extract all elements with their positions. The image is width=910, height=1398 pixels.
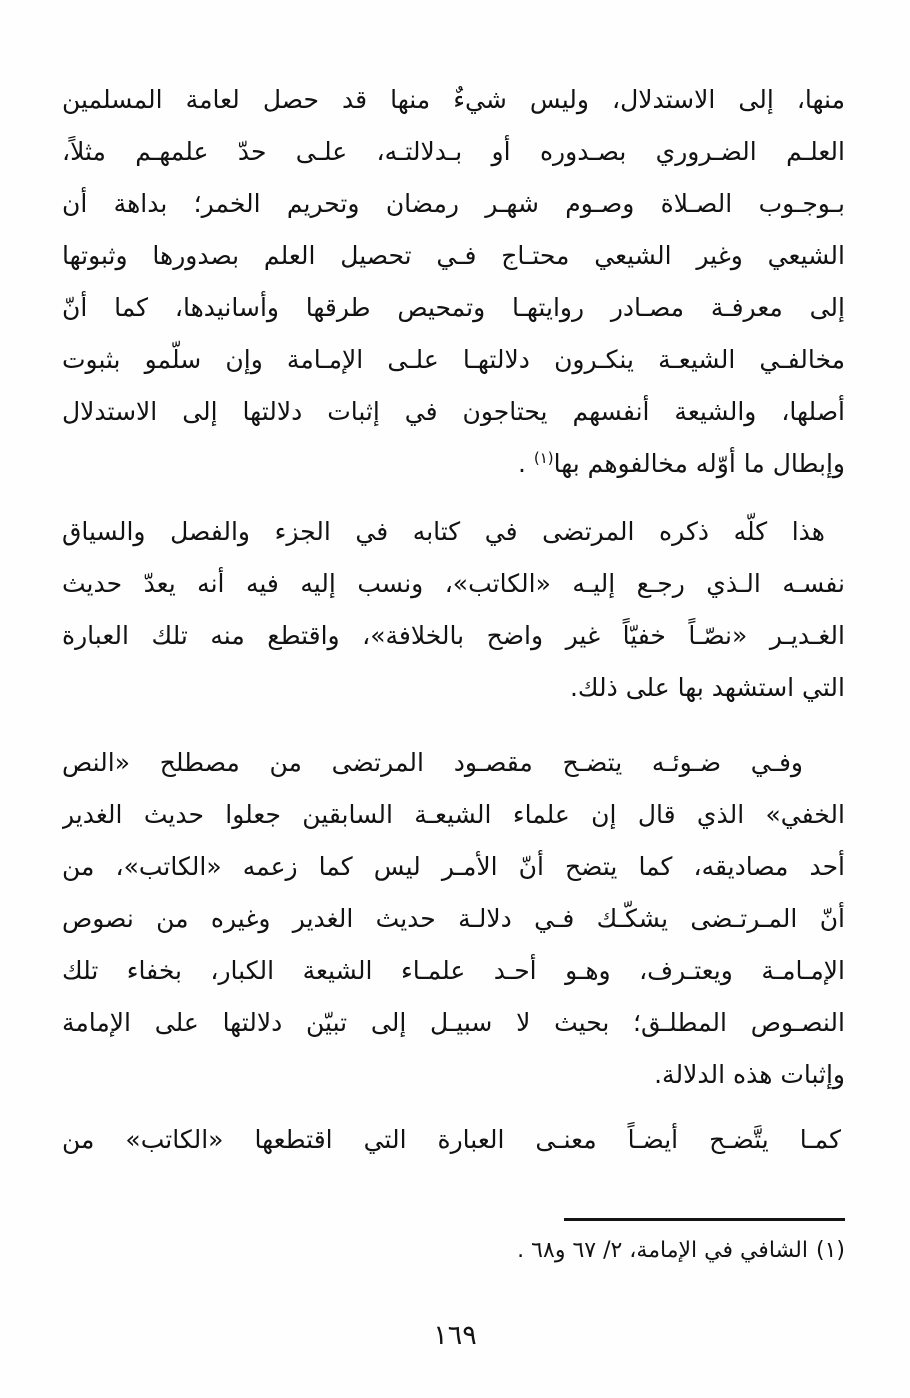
- paragraph-2: [62, 506, 845, 714]
- text-segment: وإبطال ما أوّله مخالفوهم بها: [553, 449, 845, 478]
- paragraph-1: [62, 74, 845, 490]
- text-segment: .: [517, 449, 534, 478]
- text-line: إلى معرفـة مصـادر روايتهـا وتمحيص طرقها وأسانيدها، كما أنّ: [62, 293, 845, 322]
- text-line: وإثبات هذه الدلالة.: [654, 1060, 845, 1089]
- footnote-separator: [564, 1218, 845, 1221]
- text-line: النصـوص المطلـق؛ بحيث لا سبيـل إلى تبيّن دلالتها على الإمامة: [62, 1008, 845, 1037]
- text-line: التي استشهد بها على ذلك.: [569, 673, 845, 702]
- text-line: الخفي» الذي قال إن علماء الشيعـة السابقين جعلوا حديث الغدير: [62, 800, 845, 829]
- footnote: [62, 1231, 845, 1271]
- paragraph-4: [62, 1114, 845, 1166]
- text-line: هذا كلّه ذكره المرتضى في كتابه في الجزء والفصل والسياق: [62, 517, 825, 546]
- text-line: [62, 438, 845, 490]
- text-line: وفـي ضـوئـه يتضـح مقصـود المرتضى من مصطلح «النص: [62, 748, 803, 777]
- text-line: أنّ المـرتـضى يشكّـك فـي دلالـة حديث الغدير وغيره من نصوص: [62, 904, 845, 933]
- text-line: نفسـه الـذي رجـع إليـه «الكاتب»، ونسب إليه فيه أنه يعدّ حديث: [62, 569, 845, 598]
- text-line: كمـا يتَّضـح أيضـاً معنـى العبارة التي اقتطعها «الكاتب» من: [62, 1125, 841, 1154]
- text-line: العلـم الضـروري بصـدوره أو بـدلالتـه، علـى حدّ علمهـم مثلاً،: [62, 137, 845, 166]
- footnote-reference: (١): [533, 449, 554, 467]
- text-line: مخالفـي الشيعـة ينكـرون دلالتهـا علـى الإمـامة وإن سلّمو بثبوت: [62, 345, 845, 374]
- text-line: الإمـامـة ويعتـرف، وهـو أحـد علمـاء الشيعة الكبار، بخفاء تلك: [62, 956, 845, 985]
- text-line: أحد مصاديقه، كما يتضح أنّ الأمـر ليس كما زعمه «الكاتب»، من: [62, 852, 845, 881]
- text-line: أصلها، والشيعة أنفسهم يحتاجون في إثبات دلالتها إلى الاستدلال: [62, 397, 845, 426]
- body-text: [62, 74, 845, 1166]
- footnote-marker: (١): [815, 1238, 845, 1263]
- text-line: منها، إلى الاستدلال، وليس شيءٌ منها قد حصل لعامة المسلمين: [62, 85, 845, 114]
- text-line: الغـديـر «نصّـاً خفيّاً غير واضح بالخلافة»، واقتطع منه تلك العبارة: [62, 621, 845, 650]
- footnote-text: الشافي في الإمامة، ٢/ ٦٧ و٦٨ .: [517, 1238, 808, 1263]
- text-line: الشيعي وغير الشيعي محتـاج فـي تحصيل العلم بصدورها وثبوتها: [62, 241, 845, 270]
- text-line: بـوجـوب الصـلاة وصـوم شهـر رمضان وتحريم الخمر؛ بداهة أن: [62, 189, 845, 218]
- page-number: ١٦٩: [433, 1320, 477, 1351]
- paragraph-3: [62, 737, 845, 1101]
